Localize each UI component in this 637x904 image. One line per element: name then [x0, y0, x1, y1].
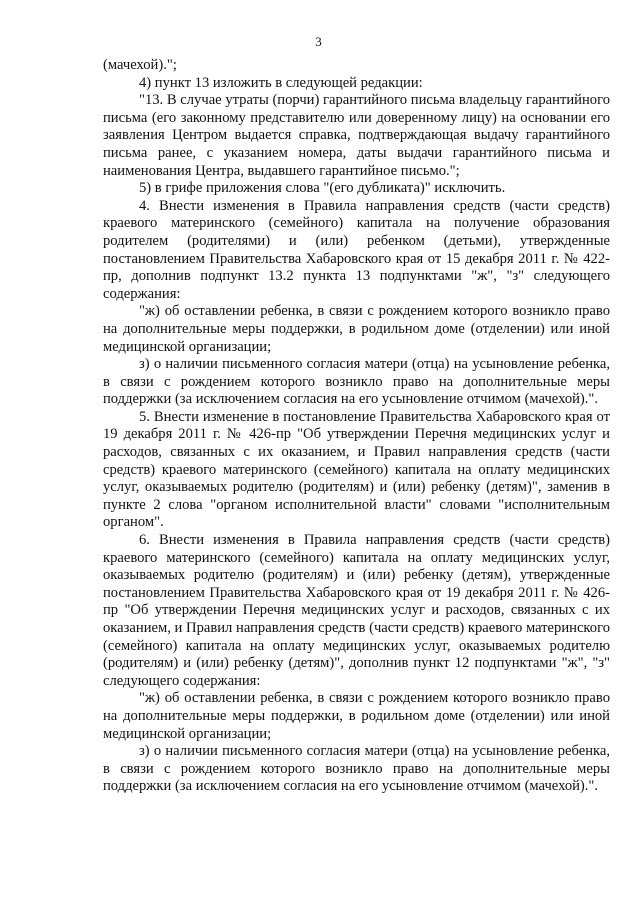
page-number: 3	[315, 34, 322, 49]
paragraph-section-4: 4. Внести изменения в Правила направления средств (части средств) краевого материнского (семейного) капитала на получение образования родителем (родителями) и (или) ребенком (детьми), утвержденные постановлением Правительства Хабаровского края от 15 декабря 2011 г. № 422-пр, дополнив подпункт 13.2 пункта 13 подпунктами "ж", "з" следующего содержания:	[103, 197, 610, 302]
paragraph-subitem-zh-2: "ж) об оставлении ребенка, в связи с рождением которого возникло право на дополнительные меры поддержки, в родильном доме (отделении) или иной медицинской организации;	[103, 690, 610, 742]
document-body	[103, 57, 610, 796]
paragraph-clause-13: "13. В случае утраты (порчи) гарантийного письма владельцу гарантийного письма (его законному представителю или доверенному лицу) на основании его заявления Центром выдается справка, подтверждающая выдачу гарантийного письма ранее, с указанием номера, даты выдачи гарантийного письма и наименования Центра, выдавшего гарантийное письмо.";	[103, 92, 610, 179]
paragraph-section-5: 5. Внести изменение в постановление Правительства Хабаровского края от 19 декабря 2011 г. № 426-пр "Об утверждении Перечня медицинских услуг и расходов, связанных с их оказанием, и Правил направления средств (части средств) краевого материнского (семейного) капитала на оплату медицинских услуг, оказываемых родителю (родителям) и (или) ребенку (детям)", заменив в пункте 2 слова "органом исполнительной власти" словами "исполнительным органом".	[103, 408, 610, 531]
paragraph-section-6: 6. Внести изменения в Правила направления средств (части средств) краевого материнского (семейного) капитала на оплату медицинских услуг, оказываемых родителю (родителям) и (или) ребенку (детям), утвержденные постановлением Правительства Хабаровского края от 19 декабря 2011 г. № 426-пр "Об утверждении Перечня медицинских услуг и расходов, связанных с их оказанием, и Правил направления средств (части средств) краевого материнского (семейного) капитала на оплату медицинских услуг, оказываемых родителю (родителям) и (или) ребенку (детям)", дополнив пункт 12 подпунктами "ж", "з" следующего содержания:	[103, 532, 610, 689]
paragraph-subitem-z-1: з) о наличии письменного согласия матери (отца) на усыновление ребенка, в связи с рождением которого возникло право на дополнительные меры поддержки (за исключением согласия на его усыновление отчимом (мачехой).".	[103, 356, 610, 408]
paragraph-continuation: (мачехой).";	[103, 57, 177, 73]
paragraph-item-5: 5) в грифе приложения слова "(его дубликата)" исключить.	[139, 180, 506, 197]
paragraph-subitem-z-2: з) о наличии письменного согласия матери (отца) на усыновление ребенка, в связи с рождением которого возникло право на дополнительные меры поддержки (за исключением согласия на его усыновление отчимом (мачехой).".	[103, 743, 610, 795]
paragraph-item-4: 4) пункт 13 изложить в следующей редакции:	[139, 74, 423, 91]
paragraph-subitem-zh-1: "ж) об оставлении ребенка, в связи с рождением которого возникло право на дополнительные меры поддержки, в родильном доме (отделении) или иной медицинской организации;	[103, 303, 610, 355]
